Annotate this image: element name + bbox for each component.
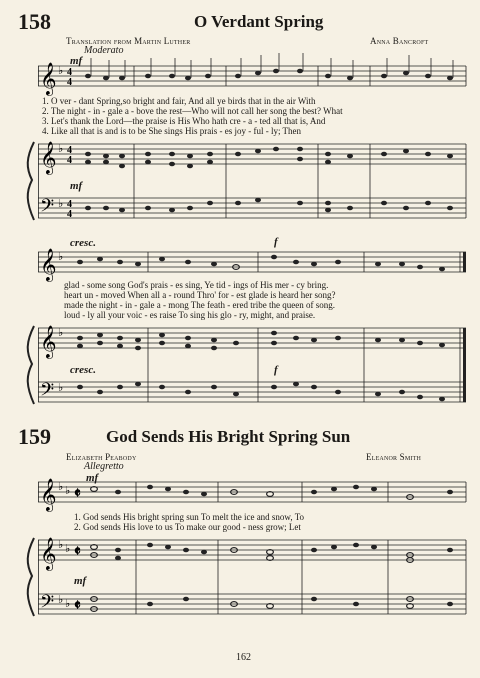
svg-text:𝄢: 𝄢	[40, 196, 55, 221]
hymn-158-verse-1-line-2: glad - some song God's prais - es sing, Ye tid - ings of His mer - cy bring.	[64, 280, 329, 290]
hymn-158-dynamic-cresc-piano: cresc.	[70, 364, 96, 376]
svg-text:♭: ♭	[65, 485, 71, 497]
hymn-158-dynamic-f-piano: f	[274, 364, 278, 376]
svg-text:♭: ♭	[58, 539, 64, 551]
hymn-159-number: 159	[18, 424, 51, 449]
svg-text:𝄞: 𝄞	[40, 537, 57, 570]
svg-text:𝄵: 𝄵	[74, 544, 81, 560]
svg-text:𝄢: 𝄢	[40, 592, 55, 617]
svg-text:♭: ♭	[58, 143, 64, 155]
hymn-158-verse-4-line-2: loud - ly all your voic - es raise To sing his glo - ry, might, and praise.	[64, 310, 316, 320]
hymn-158-tempo: Moderato	[84, 45, 124, 56]
svg-text:𝄞: 𝄞	[40, 62, 57, 95]
svg-text:𝄵: 𝄵	[74, 598, 81, 614]
svg-text:♭: ♭	[58, 65, 64, 77]
hymn-159-title: God Sends His Bright Spring Sun	[106, 427, 351, 446]
hymn-158-dynamic-cresc: cresc.	[70, 237, 96, 249]
hymn-158-verse-1-line-1: 1. O ver - dant Spring,so bright and fair, And all ye birds that in the air With	[42, 96, 316, 106]
hymn-159-tempo: Allegretto	[84, 461, 124, 472]
hymn-159-dynamic-mf-piano: mf	[74, 575, 87, 587]
svg-text:♭: ♭	[58, 327, 64, 339]
svg-text:4: 4	[67, 145, 72, 156]
svg-text:𝄞: 𝄞	[40, 325, 57, 358]
svg-text:♭: ♭	[65, 543, 71, 555]
svg-text:4: 4	[67, 67, 72, 78]
svg-text:♭: ♭	[58, 251, 64, 263]
svg-text:𝄢: 𝄢	[40, 380, 55, 405]
svg-text:4: 4	[67, 209, 72, 220]
hymn-158-dynamic-f: f	[274, 236, 278, 248]
hymn-159-piano-staff	[24, 534, 468, 624]
hymn-159-music-credit: Eleanor Smith	[366, 452, 422, 462]
hymn-159-dynamic-mf-top: mf	[86, 472, 99, 484]
hymn-159-verse-2-line-1: 2. God sends His love to us To make our good - ness grow; Let	[74, 522, 301, 532]
hymn-158-melody-staff-2	[38, 250, 468, 280]
svg-text:𝄵: 𝄵	[74, 486, 81, 502]
hymn-158-text-credit: Translation from Martin Luther	[66, 36, 191, 46]
hymn-158-number: 158	[18, 9, 51, 34]
hymn-158-verse-2-line-2: heart un - moved When all a - round Thro' for - est glade is heard her song?	[64, 290, 336, 300]
svg-text:♭: ♭	[58, 198, 64, 210]
hymn-158-piano-staff-1	[24, 138, 468, 228]
hymn-159-verse-1-line-1: 1. God sends His bright spring sun To melt the ice and snow, To	[74, 512, 305, 522]
svg-text:𝄞: 𝄞	[40, 248, 57, 281]
svg-text:♭: ♭	[58, 382, 64, 394]
svg-text:𝄞: 𝄞	[40, 141, 57, 174]
svg-text:4: 4	[67, 199, 72, 210]
svg-text:4: 4	[67, 77, 72, 88]
hymn-158-verse-2-line-1: 2. The night - in - gale a - bove the rest—Who will not call her song the best? What	[42, 106, 343, 116]
hymn-158-music-credit: Anna Bancroft	[370, 36, 429, 46]
svg-text:♭: ♭	[65, 598, 71, 610]
hymn-158-melody-staff-1	[38, 64, 468, 96]
hymn-158-verse-3-line-2: made the night - in - gale a - mong The feath - ered tribe the queen of song.	[64, 300, 335, 310]
svg-text:4: 4	[67, 155, 72, 166]
hymn-159-text-credit: Elizabeth Peabody	[66, 452, 137, 462]
svg-text:♭: ♭	[58, 594, 64, 606]
hymn-158-verse-4-line-1: 4. Like all that is and is to be She sings His prais - es joy - ful - ly; Then	[42, 126, 302, 136]
hymn-158-dynamic-mf-piano: mf	[70, 180, 83, 192]
svg-text:♭: ♭	[58, 481, 64, 493]
svg-text:𝄞: 𝄞	[40, 478, 57, 511]
hymn-158-verse-3-line-1: 3. Let's thank the Lord—the praise is His Who hath cre - a - ted all that is, And	[42, 116, 326, 126]
page-number: 162	[236, 652, 251, 663]
hymn-158-dynamic-mf-top: mf	[70, 55, 83, 67]
hymn-158-title: O Verdant Spring	[194, 12, 324, 31]
hymn-159-melody-staff	[38, 480, 468, 512]
